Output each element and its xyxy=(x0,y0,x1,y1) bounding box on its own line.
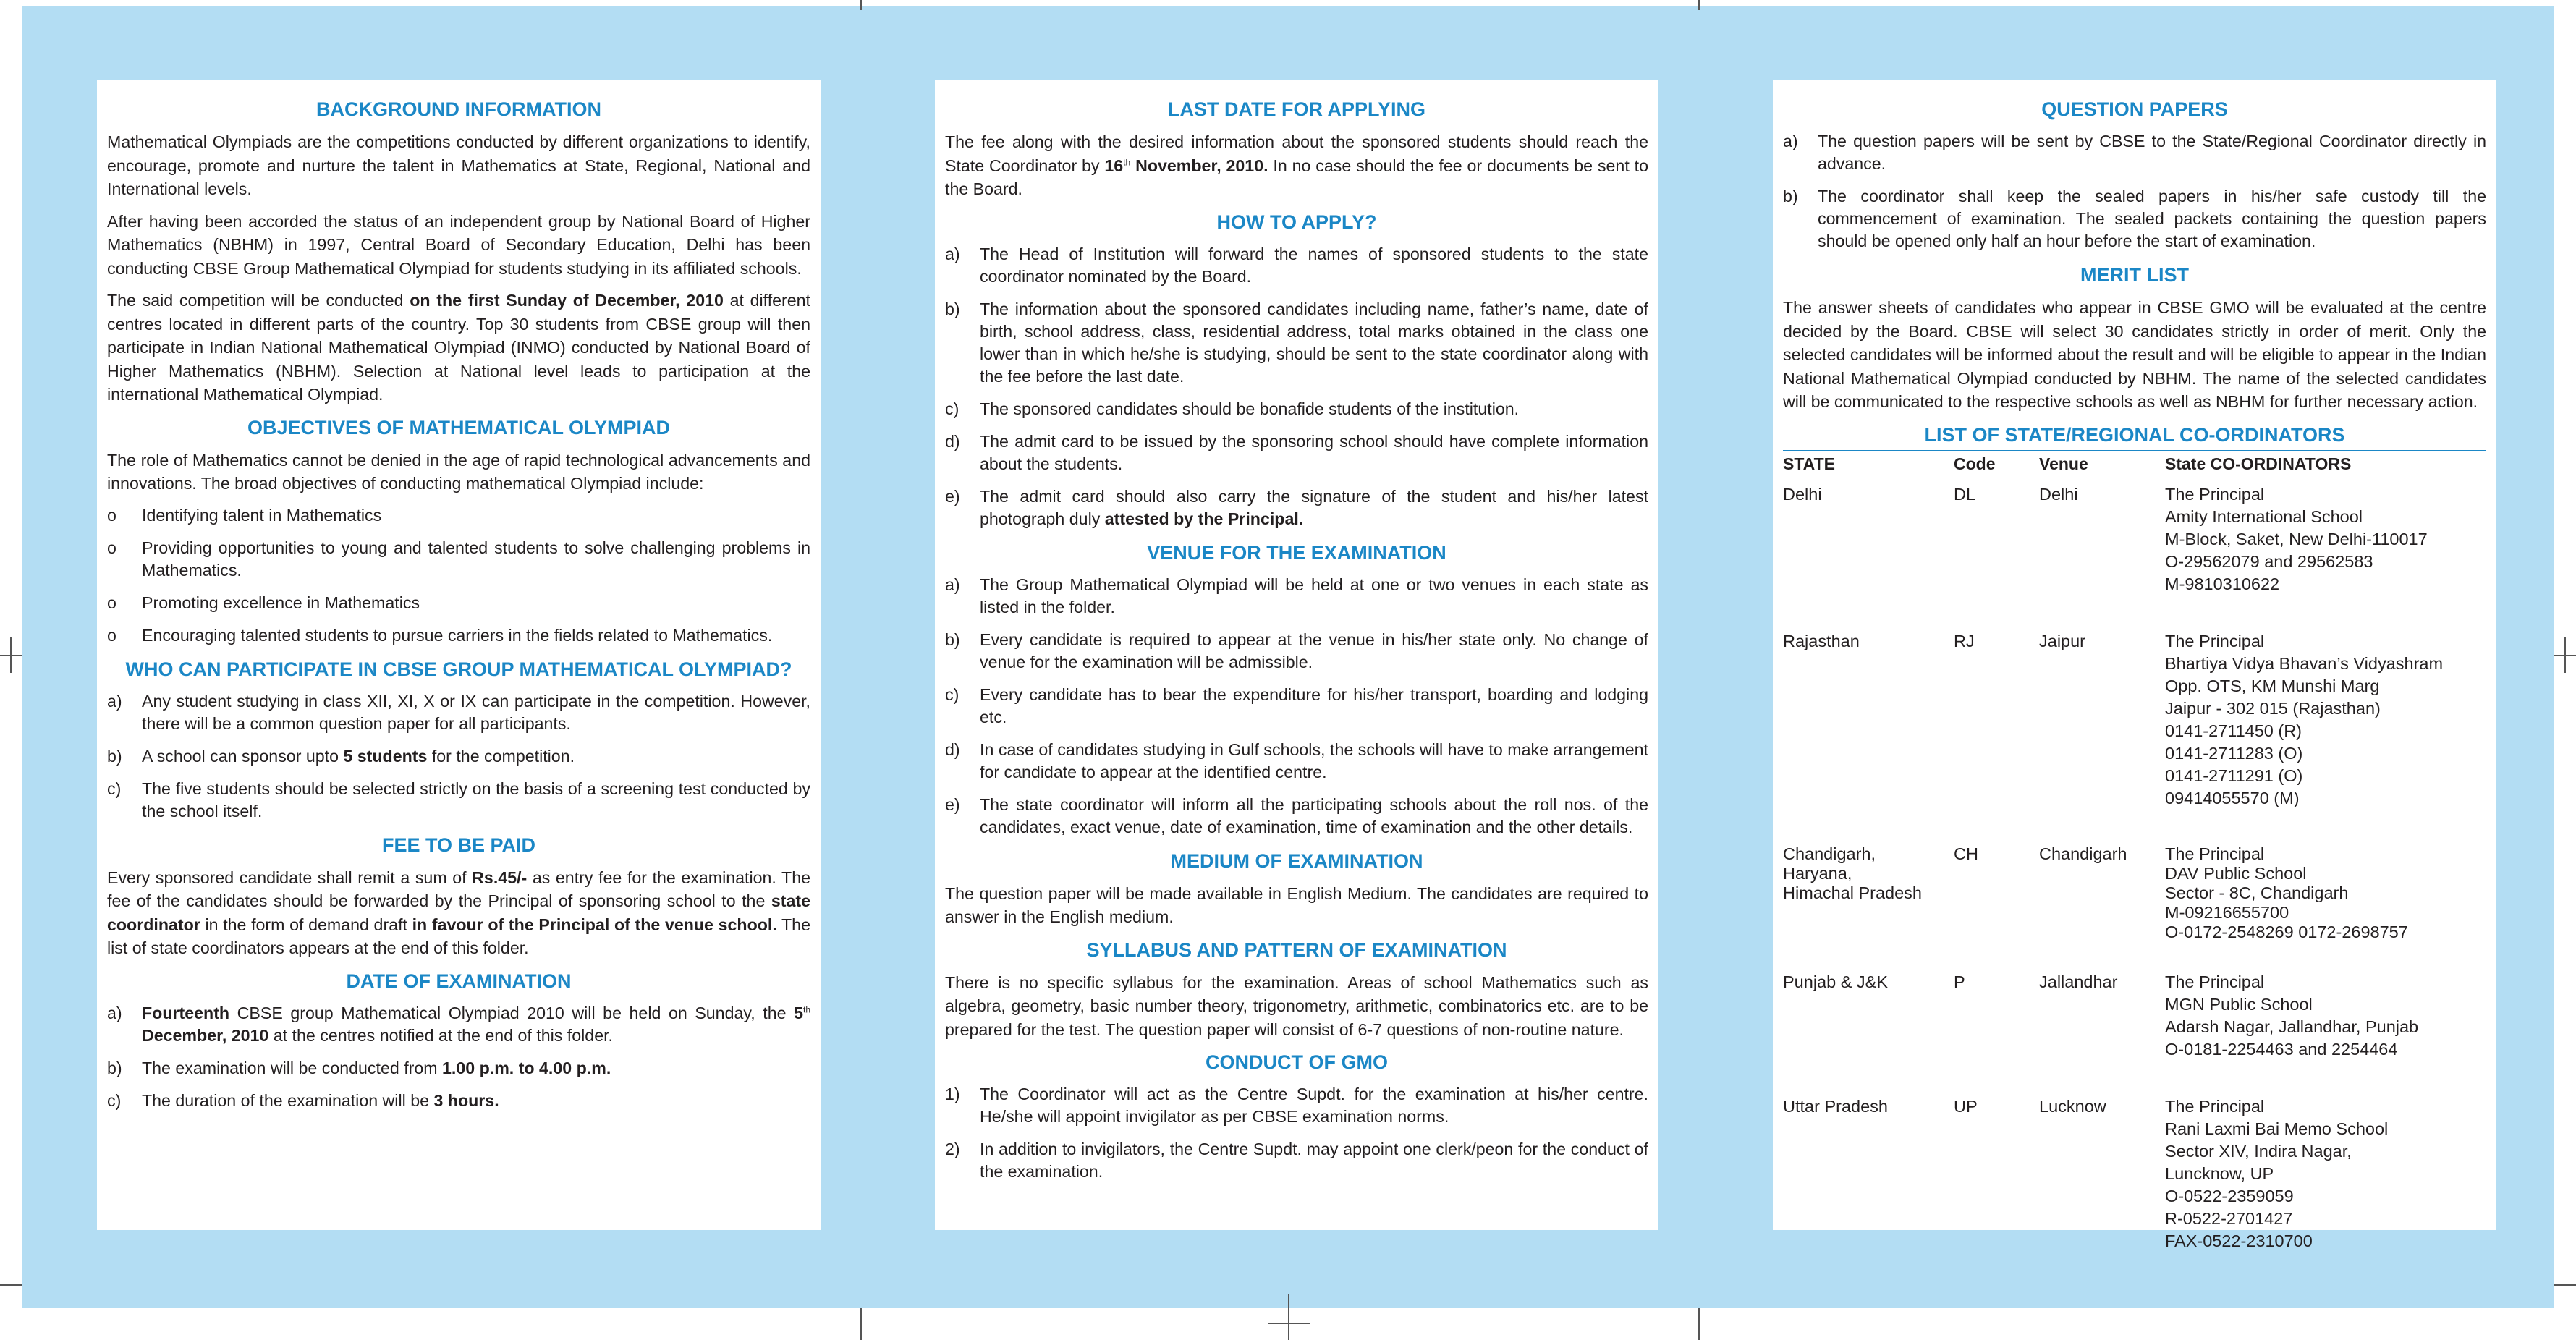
row-venue: Jaipur xyxy=(2039,631,2086,650)
venue-item: c) Every candidate has to bear the expenditure for his/her transport, boarding and lodging etc. xyxy=(945,684,1648,726)
table-row xyxy=(1783,971,2486,1061)
eligibility-item: c) The five students should be selected strictly on the basis of a screening test conducted by the school itself. xyxy=(107,779,810,820)
header-state: STATE xyxy=(1783,454,1835,473)
row-code: UP xyxy=(1954,1096,1978,1116)
how-to-apply-heading: HOW TO APPLY? xyxy=(1216,211,1377,233)
crop-mark xyxy=(2554,1284,2576,1286)
question-papers-heading: QUESTION PAPERS xyxy=(2041,98,2228,120)
exam-date-item: a) Fourteenth CBSE group Mathematical Olympiad 2010 will be held on Sunday, the 5th December, 2010 at the centres notified at the end of this folder. xyxy=(107,1003,810,1045)
row-coordinator: The Principal DAV Public School Sector - 8C, Chandigarh M-09216655700 O-0172-2548269 0172-2698757 xyxy=(2165,844,2408,941)
row-code: DL xyxy=(1954,484,1976,504)
coordinators-list-heading: LIST OF STATE/REGIONAL CO-ORDINATORS xyxy=(1924,423,2345,446)
registration-mark xyxy=(1288,1294,1289,1340)
question-paper-item: b) The coordinator shall keep the sealed papers in his/her safe custody till the commencement of examination. The sealed packets containing the question papers should be opened only half an hour before the start of examination. xyxy=(1783,187,2486,250)
fee-heading: FEE TO BE PAID xyxy=(381,834,536,856)
eligibility-item: b) A school can sponsor upto 5 students for the competition. xyxy=(107,746,575,766)
background-paragraph-2: After having been accorded the status of an independent group by National Board of Higher Mathematics (NBHM) in 1997, Central Board of Secondary Education, Delhi has been conducting CBSE Group Mathematical Olympiad for students studying in its affiliated schools. xyxy=(107,211,810,278)
row-code: RJ xyxy=(1954,631,1975,650)
row-coordinator: The Principal Rani Laxmi Bai Memo School Sector XIV, Indira Nagar, Luncknow, UP O-0522-2359059 R-0522-2701427 FAX-0522-2310700 xyxy=(2165,1096,2389,1250)
objectives-intro: The role of Mathematics cannot be denied in the age of rapid technological advancements and innovations. The broad objectives of conducting mathematical Olympiad include: xyxy=(107,450,810,493)
row-coordinator: The Principal Amity International School M-Block, Saket, New Delhi-110017 O-29562079 and 29562583 M-9810310622 xyxy=(2165,484,2428,593)
panel-right xyxy=(1773,80,2496,1250)
header-venue: Venue xyxy=(2039,454,2088,473)
objective-item: o Identifying talent in Mathematics xyxy=(107,504,810,527)
crop-mark xyxy=(0,1284,22,1286)
background-paragraph-3: The said competition will be conducted on the first Sunday of December, 2010 at different centres located in different parts of the country. Top 30 students from CBSE group will then participate in Indian National Mathematical Olympiad (INMO) conducted by National Board of Higher Mathematics (NBHM). Selection at National level leads to participation at the international Mathematical Olympiad. xyxy=(107,291,810,404)
last-date-paragraph: The fee along with the desired information about the sponsored students should reach the State Coordinator by 16th November, 2010. In no case should the fee or documents be sent to the Board. xyxy=(945,132,1648,198)
row-state: Punjab & J&K xyxy=(1783,972,1889,991)
apply-step: a) The Head of Institution will forward the names of sponsored students to the state coordinator nominated by the Board. xyxy=(945,244,1648,286)
exam-duration-item: c) The duration of the examination will be 3 hours. xyxy=(107,1090,499,1110)
apply-step: e) The admit card should also carry the signature of the student and his/her latest photograph duly attested by the Principal. xyxy=(945,486,1648,528)
panel-left xyxy=(97,80,821,1230)
fee-paragraph: Every sponsored candidate shall remit a sum of Rs.45/- as entry fee for the examination. The fee of the candidates should be forwarded by the Principal of sponsoring school to the state coordinator in the form of demand draft in favour of the Principal of the venue school. The list of state coordinators appears at the end of this folder. xyxy=(107,868,810,957)
row-state: Chandigarh, Haryana, Himachal Pradesh xyxy=(1783,844,1923,902)
row-code: CH xyxy=(1954,844,1978,863)
registration-mark xyxy=(2564,637,2566,673)
venue-item: d) In case of candidates studying in Gulf schools, the schools will have to make arrangement for candidate to appear at the identified centre. xyxy=(945,739,1648,781)
apply-step: d) The admit card to be issued by the sponsoring school should have complete information about the students. xyxy=(945,431,1648,473)
table-row xyxy=(1783,844,2486,942)
venue-heading: VENUE FOR THE EXAMINATION xyxy=(1147,541,1446,564)
syllabus-paragraph: There is no specific syllabus for the examination. Areas of school Mathematics such as algebra, geometry, basic number theory, trigonometry, arithmetic, combinatorics etc. are to be prepared for the test. The question paper will consist of 6-7 questions of non-routine nature. xyxy=(945,972,1648,1039)
date-of-examination-heading: DATE OF EXAMINATION xyxy=(346,970,572,992)
crop-mark xyxy=(1698,0,1700,10)
row-venue: Delhi xyxy=(2039,484,2078,504)
table-row xyxy=(1783,630,2486,810)
venue-item: e) The state coordinator will inform all the participating schools about the roll nos. of the candidates, exact venue, date of examination, time of examination and the other details. xyxy=(945,794,1648,836)
bullet-marker: o xyxy=(107,538,116,557)
row-state: Rajasthan xyxy=(1783,631,1860,650)
merit-list-heading: MERIT LIST xyxy=(2080,264,2189,286)
bullet-marker: o xyxy=(107,625,116,645)
medium-heading: MEDIUM OF EXAMINATION xyxy=(1170,849,1423,872)
conduct-item: 2) In addition to invigilators, the Centre Supdt. may appoint one clerk/peon for the conduct of the examination. xyxy=(945,1140,1648,1181)
bullet-marker: o xyxy=(107,505,116,525)
who-can-participate-heading: WHO CAN PARTICIPATE IN CBSE GROUP MATHEMATICAL OLYMPIAD? xyxy=(125,658,792,680)
objective-item: o Promoting excellence in Mathematics xyxy=(107,592,810,614)
crop-mark xyxy=(1698,1308,1700,1340)
table-row xyxy=(1783,483,2486,595)
eligibility-item: a) Any student studying in class XII, XI, X or IX can participate in the competition. However, there will be a common question paper for all participants. xyxy=(107,691,810,733)
merit-list-paragraph: The answer sheets of candidates who appear in CBSE GMO will be evaluated at the centre decided by the Board. CBSE will select 30 candidates strictly in order of merit. Only the selected candidates will be informed about the result and will be eligible to appear in the Indian National Mathematical Olympiad conducted by NBHM. The name of the selected candidates will be communicated to the respective schools as well as NBHM for further necessary action. xyxy=(1783,298,2486,411)
row-venue: Chandigarh xyxy=(2039,844,2127,863)
medium-paragraph: The question paper will be made available in English Medium. The candidates are required to answer in the English medium. xyxy=(945,883,1648,926)
row-venue: Lucknow xyxy=(2039,1096,2106,1116)
registration-mark xyxy=(10,637,12,673)
objective-item: o Encouraging talented students to pursue carriers in the fields related to Mathematics. xyxy=(107,624,810,647)
objective-item: o Providing opportunities to young and talented students to solve challenging problems in Mathematics. xyxy=(107,537,810,582)
objectives-heading: OBJECTIVES OF MATHEMATICAL OLYMPIAD xyxy=(247,416,671,438)
table-row xyxy=(1783,1095,2486,1252)
crop-mark xyxy=(860,1308,862,1340)
apply-step: b) The information about the sponsored candidates including name, father’s name, date of birth, school address, class, residential address, total marks obtained in the class one lower than in which he/she is studying, should be sent to the state coordinator along with the fee before the last date. xyxy=(945,299,1648,386)
background-information-heading: BACKGROUND INFORMATION xyxy=(316,98,601,120)
syllabus-heading: SYLLABUS AND PATTERN OF EXAMINATION xyxy=(1086,938,1507,961)
crop-mark xyxy=(860,0,862,10)
panel-middle xyxy=(935,80,1658,1230)
header-code: Code xyxy=(1954,454,1996,473)
venue-item: b) Every candidate is required to appear at the venue in his/her state only. No change of venue for the examination will be admissible. xyxy=(945,629,1648,671)
row-code: P xyxy=(1954,972,1965,991)
last-date-heading: LAST DATE FOR APPLYING xyxy=(1167,98,1426,120)
registration-mark xyxy=(1268,1323,1310,1324)
row-venue: Jallandhar xyxy=(2039,972,2118,991)
row-state: Uttar Pradesh xyxy=(1783,1096,1888,1116)
background-paragraph-1: Mathematical Olympiads are the competitions conducted by different organizations to identify, encourage, promote and nurture the talent in Mathematics at State, Regional, National and International levels. xyxy=(107,132,810,198)
question-paper-item: a) The question papers will be sent by CBSE to the State/Regional Coordinator directly in advance. xyxy=(1783,132,2486,173)
conduct-heading: CONDUCT OF GMO xyxy=(1206,1051,1388,1073)
row-state: Delhi xyxy=(1783,484,1822,504)
coordinators-table-header xyxy=(1783,450,2486,475)
exam-time-item: b) The examination will be conducted from 1.00 p.m. to 4.00 p.m. xyxy=(107,1058,611,1077)
venue-item: a) The Group Mathematical Olympiad will be held at one or two venues in each state as listed in the folder. xyxy=(945,574,1648,616)
row-coordinator: The Principal Bhartiya Vidya Bhavan’s Vidyashram Opp. OTS, KM Munshi Marg Jaipur - 302 015 (Rajasthan) 0141-2711450 (R) 0141-2711283 (O) 0141-2711291 (O) 09414055570 (M) xyxy=(2165,631,2444,807)
conduct-item: 1) The Coordinator will act as the Centre Supdt. for the examination at his/her centre. He/she will appoint invigilator as per CBSE examination norms. xyxy=(945,1085,1648,1126)
bullet-marker: o xyxy=(107,593,116,612)
apply-step: c) The sponsored candidates should be bonafide students of the institution. xyxy=(945,399,1520,418)
row-coordinator: The Principal MGN Public School Adarsh Nagar, Jallandhar, Punjab O-0181-2254463 and 2254464 xyxy=(2165,972,2419,1059)
header-coordinators: State CO-ORDINATORS xyxy=(2165,454,2352,473)
